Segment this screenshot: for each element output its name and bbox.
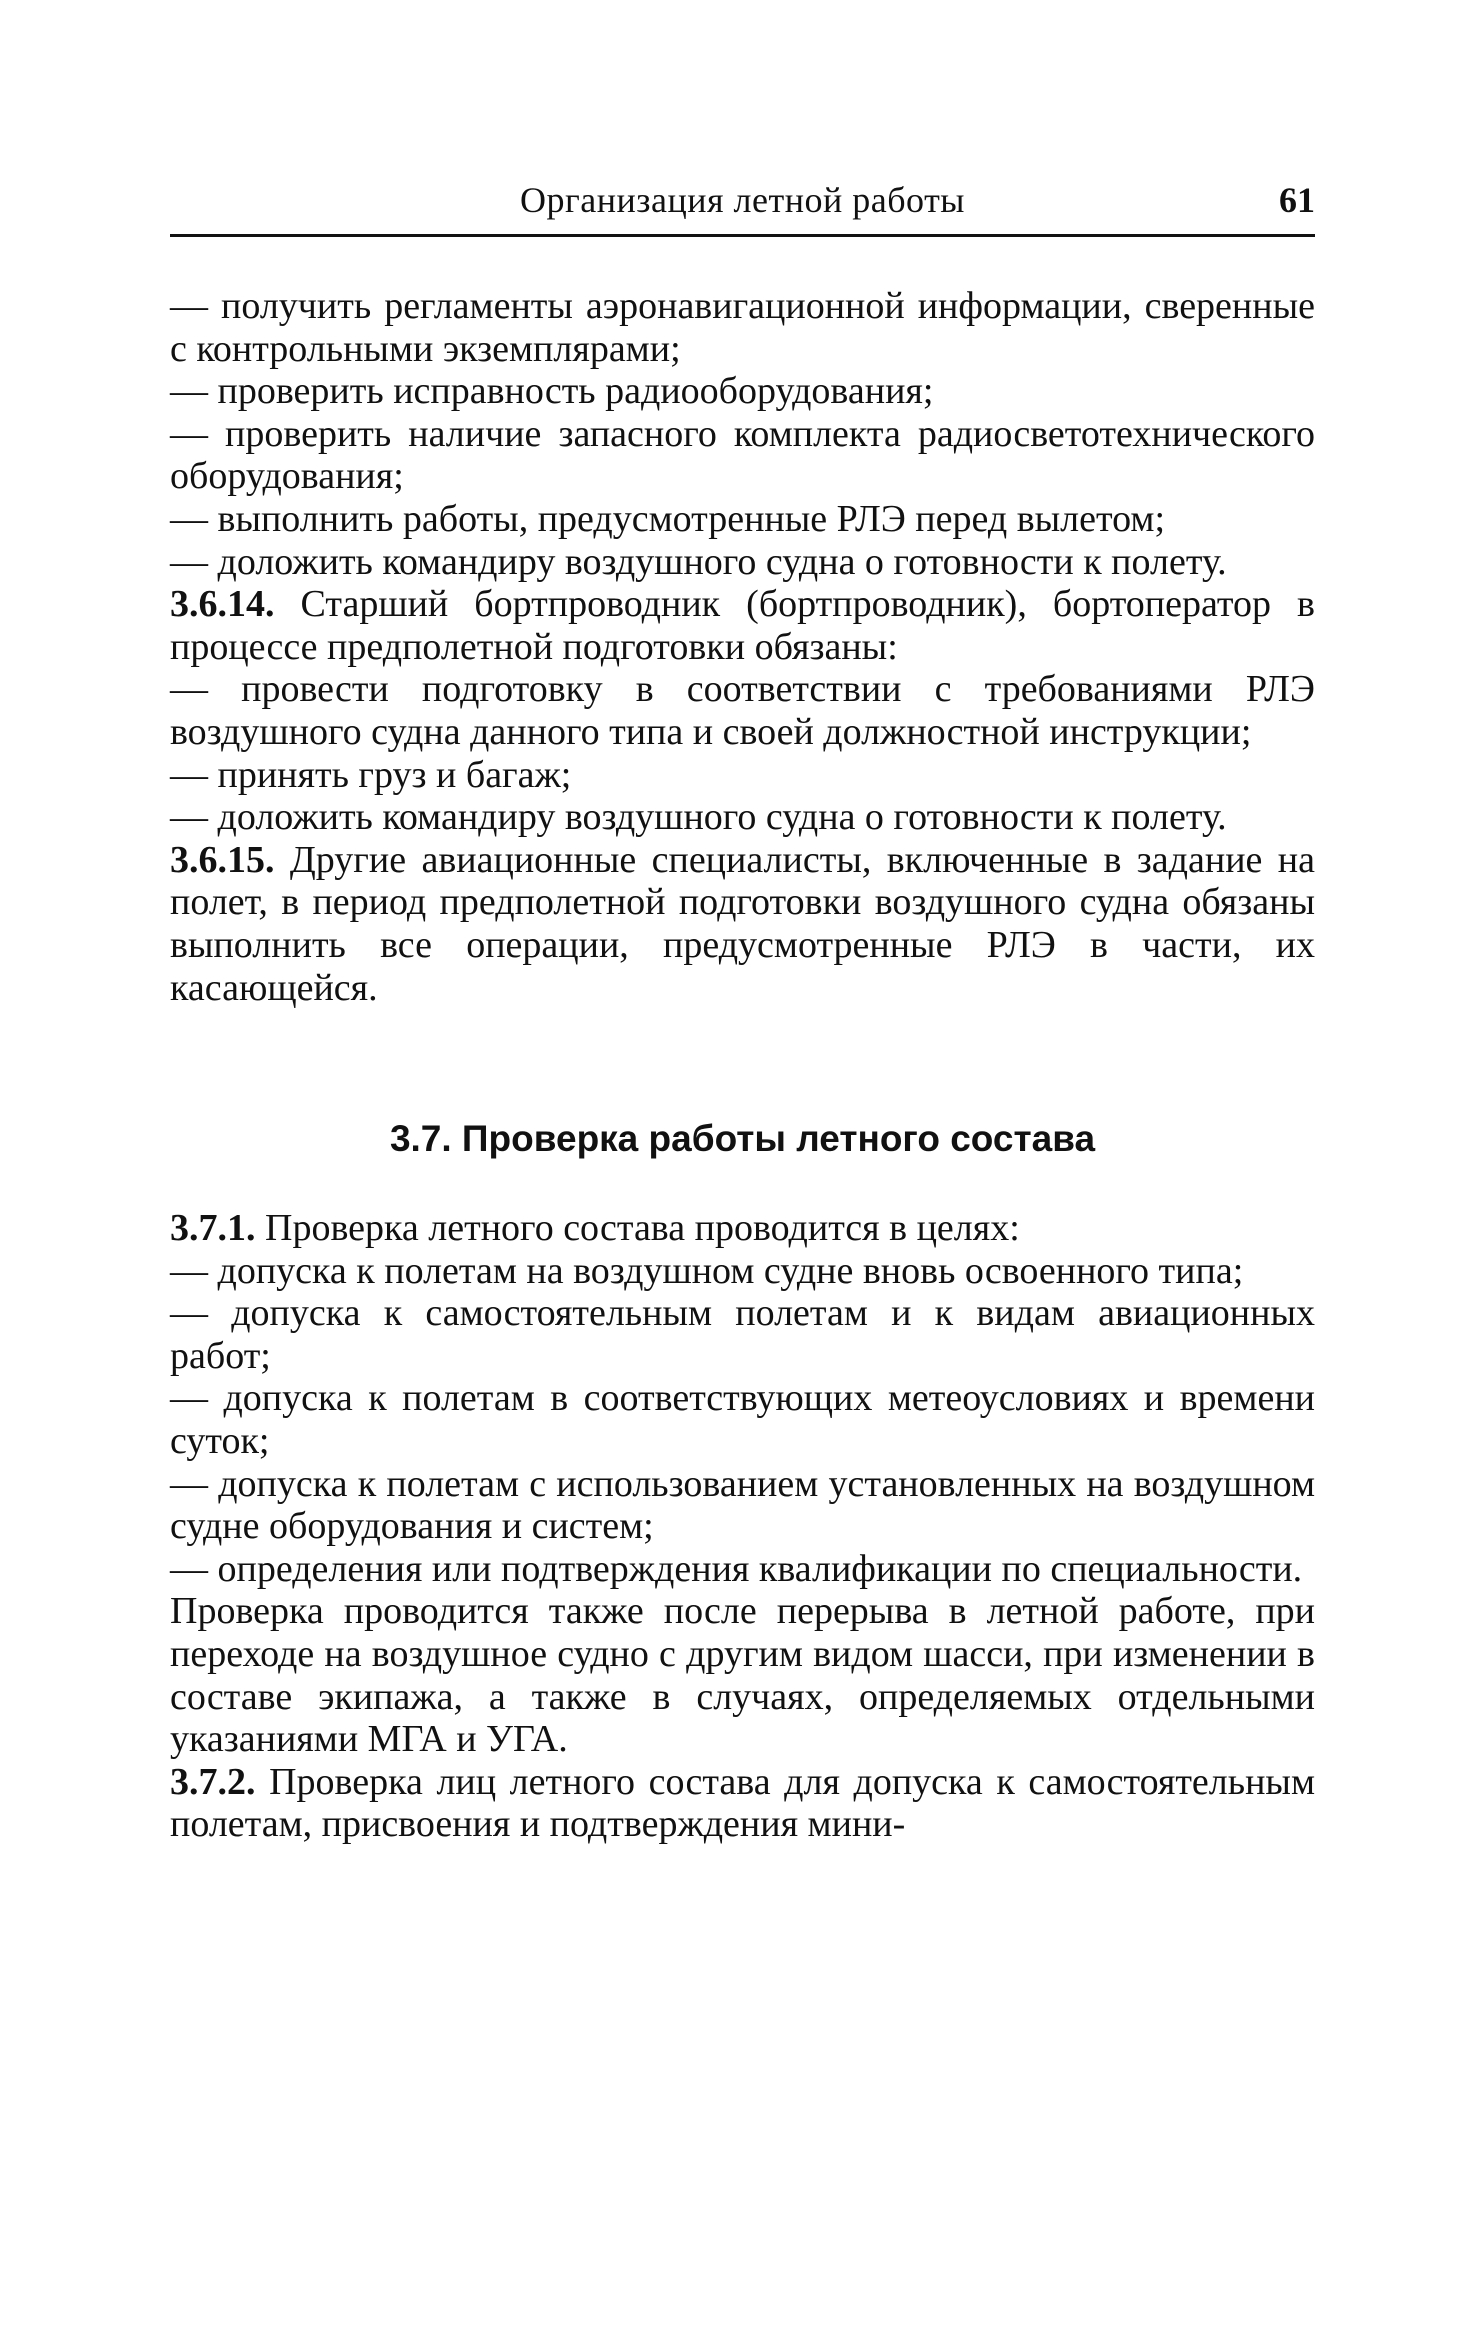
paragraph-also: Проверка проводится также после перерыва в летной работе, при переходе на воздушное судно с другим видом шасси, при изменении в составе экипажа, а также в случаях, определяемых отдельными указаниями МГА и УГА.: [170, 1590, 1315, 1761]
list-item: — выполнить работы, предусмотренные РЛЭ перед вылетом;: [170, 497, 1165, 540]
header-rule: [170, 234, 1315, 237]
list-item: — доложить командиру воздушного судна о готовности к полету.: [170, 796, 1227, 839]
paragraph-3-6-14: [170, 583, 1315, 668]
paragraph-number: 3.6.14.: [170, 583, 275, 626]
list-item: — допуска к полетам в соответствующих метеоусловиях и времени суток;: [170, 1377, 1315, 1463]
paragraph-text: Старший бортпроводник (бортпроводник), бортоператор в процессе предполетной подготовки обязаны:: [170, 583, 1315, 668]
list-item: — допуска к самостоятельным полетам и к видам авиационных работ;: [170, 1292, 1315, 1377]
paragraph-number: 3.6.15.: [170, 838, 275, 881]
document-page: [170, 170, 1315, 1846]
list-item: — допуска к полетам с использованием установленных на воздушном судне оборудования и систем;: [170, 1462, 1315, 1548]
section-spacer: [170, 1009, 1315, 1117]
section-heading: 3.7. Проверка работы летного состава: [389, 1118, 1096, 1160]
paragraph-text: Проверка летного состава проводится в целях:: [265, 1207, 1020, 1250]
list-item: — получить регламенты аэронавигационной информации, сверенные с контрольными экземплярами;: [170, 285, 1315, 370]
heading-spacer: [170, 1161, 1315, 1207]
list-item: — проверить исправность радиооборудования;: [170, 370, 934, 413]
paragraph-3-6-15: [170, 839, 1315, 1009]
list-item: — принять груз и багаж;: [170, 753, 572, 796]
body-text: [170, 285, 1315, 1846]
list-item: — допуска к полетам на воздушном судне вновь освоенного типа;: [170, 1249, 1244, 1292]
paragraph-text: Проверка лиц летного состава для допуска к самостоятельным полетам, присвоения и подтверждения мини-: [170, 1760, 1315, 1846]
list-item: — доложить командиру воздушного судна о готовности к полету.: [170, 540, 1227, 583]
page-number: 61: [1279, 180, 1315, 220]
paragraph-text: Другие авиационные специалисты, включенные в задание на полет, в период предполетной подготовки воздушного судна обязаны выполнить все операции, предусмотренные РЛЭ в части, их касающейся.: [170, 838, 1315, 1009]
paragraph-number: 3.7.1.: [170, 1207, 256, 1250]
paragraph-3-7-2: [170, 1761, 1315, 1846]
list-item: — определения или подтверждения квалификации по специальности.: [170, 1547, 1303, 1590]
list-item: — проверить наличие запасного комплекта радиосветотехнического оборудования;: [170, 412, 1315, 498]
list-item: — провести подготовку в соответствии с требованиями РЛЭ воздушного судна данного типа и своей должностной инструкции;: [170, 668, 1315, 753]
running-head: [170, 170, 1315, 230]
running-title: Организация летной работы: [519, 180, 965, 220]
paragraph-number: 3.7.2.: [170, 1760, 256, 1803]
paragraph-3-7-1: [170, 1207, 1315, 1250]
